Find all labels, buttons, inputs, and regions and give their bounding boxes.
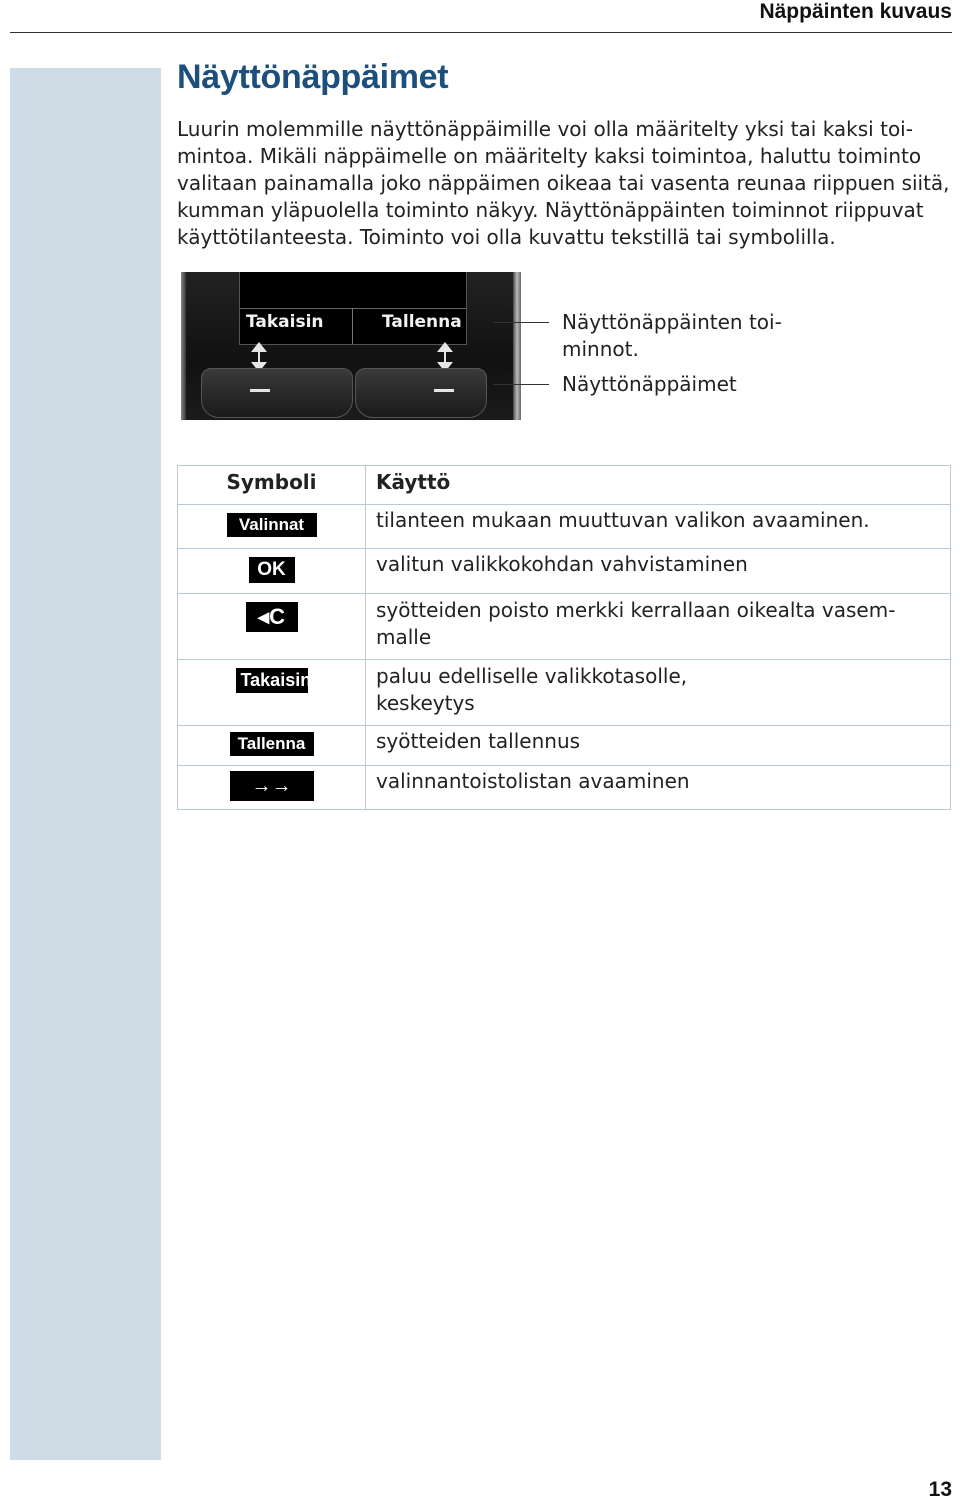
table-row [178, 505, 951, 549]
arrow-stem [444, 352, 446, 362]
page-number: 13 [928, 1478, 952, 1501]
use-cell [366, 594, 951, 660]
handset-edge [513, 272, 521, 420]
takaisin-softkey-icon: Takaisin [236, 668, 308, 693]
symbol-cell [178, 505, 366, 549]
callout-line-functions [493, 322, 549, 323]
intro-line: kumman yläpuolella toiminto näkyy. Näyttönäppäinten toiminnot riippuvat [177, 198, 924, 222]
use-line: malle [376, 625, 432, 649]
redial-list-icon: →→ [230, 771, 314, 801]
use-line: paluu edelliselle valikkotasolle, [376, 664, 688, 688]
softkey-label-left: Takaisin [246, 312, 324, 332]
intro-line: käyttötilanteesta. Toiminto voi olla kuvattu tekstillä tai symbolilla. [177, 225, 836, 249]
symbol-cell [178, 766, 366, 810]
symbol-cell [178, 660, 366, 726]
table-row [178, 594, 951, 660]
table-header-row [178, 466, 951, 505]
use-cell: valinnantoistolistan avaaminen [366, 766, 951, 810]
intro-line: mintoa. Mikäli näppäimelle on määritelty kaksi toimintoa, haluttu toiminto [177, 144, 922, 168]
column-header-use: Käyttö [366, 466, 951, 505]
softkey-left[interactable] [201, 368, 353, 418]
valinnat-softkey-icon: Valinnat [227, 513, 317, 537]
use-cell: tilanteen mukaan muuttuvan valikon avaaminen. [366, 505, 951, 549]
column-header-symbol: Symboli [178, 466, 366, 505]
intro-line: valitaan painamalla joko näppäimen oikeaa tai vasenta reunaa riippuen siitä, [177, 171, 950, 195]
use-line: syötteiden poisto merkki kerrallaan oikealta vasem- [376, 598, 896, 622]
callout-keys: Näyttönäppäimet [562, 372, 737, 396]
use-cell: syötteiden tallennus [366, 726, 951, 766]
handset-display [239, 272, 467, 345]
handset-illustration [181, 272, 521, 420]
symbol-cell [178, 549, 366, 594]
display-divider [352, 308, 353, 344]
sidebar-margin [10, 68, 161, 1460]
callout-line-keys [493, 384, 549, 385]
softkey-right[interactable] [355, 368, 487, 418]
dash-icon [250, 389, 270, 392]
dash-icon [434, 389, 454, 392]
softkey-label-right: Tallenna [382, 312, 462, 332]
table-row [178, 766, 951, 810]
running-header: Näppäinten kuvaus [759, 0, 952, 23]
use-cell: valitun valikkokohdan vahvistaminen [366, 549, 951, 594]
tallenna-softkey-icon: Tallenna [230, 732, 314, 756]
table-row [178, 549, 951, 594]
symbol-table [177, 465, 951, 810]
intro-line: Luurin molemmille näyttönäppäimille voi olla määritelty yksi tai kaksi toi- [177, 117, 913, 141]
arrow-up-icon [437, 342, 453, 352]
callout-functions [562, 309, 782, 363]
intro-paragraph [177, 116, 952, 251]
use-line: keskeytys [376, 691, 475, 715]
section-title: Näyttönäppäimet [177, 58, 449, 96]
symbol-cell [178, 726, 366, 766]
callout-functions-line: minnot. [562, 337, 639, 361]
backspace-icon: ◂C [246, 602, 298, 632]
arrow-stem [258, 352, 260, 362]
use-cell [366, 660, 951, 726]
ok-softkey-icon: OK [249, 557, 295, 583]
table-row [178, 660, 951, 726]
symbol-cell [178, 594, 366, 660]
header-rule [10, 32, 952, 33]
table-row [178, 726, 951, 766]
callout-functions-line: Näyttönäppäinten toi- [562, 310, 782, 334]
handset-edge [181, 272, 186, 420]
arrow-up-icon [251, 342, 267, 352]
